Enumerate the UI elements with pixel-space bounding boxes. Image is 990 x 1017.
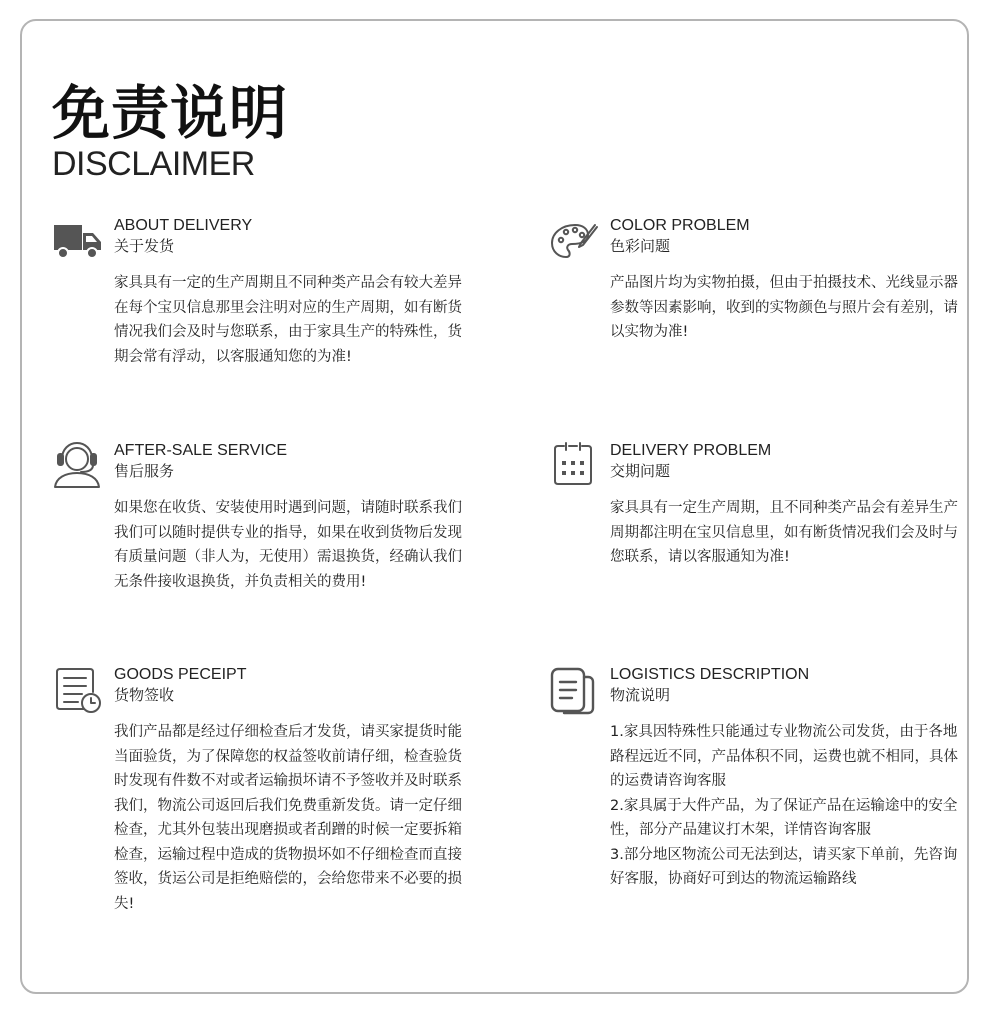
headset-icon (52, 441, 102, 491)
section-title-en: AFTER-SALE SERVICE (114, 442, 288, 459)
section-body (610, 720, 958, 892)
section-title-cn: 色彩问题 (610, 237, 671, 255)
section-body: 如果您在收货、安装使用时遇到问题，请随时联系我们我们可以随时提供专业的指导，如果在收到货物后发现有质量问题（非人为，无使用）需退换货，经确认我们无条件接收退换货，并负责相关的费用! (114, 500, 462, 590)
palette-icon (548, 216, 598, 266)
logistics-line-2: 2.家具属于大件产品，为了保证产品在运输途中的安全性，部分产品建议打木架，详情咨询客服 (610, 797, 958, 838)
document-icon (548, 665, 598, 715)
document-clock-icon (52, 665, 102, 715)
section-title-cn: 关于发货 (114, 237, 175, 255)
section-body: 我们产品都是经过仔细检查后才发货，请买家提货时能当面验货，为了保障您的权益签收前请仔细，检查验货时发现有件数不对或者运输损坏请不予签收并及时联系我们，物流公司返回后我们免费重新发货。请一定仔细检查，尤其外包装出现磨损或者刮蹭的时候一定要拆箱检查，运输过程中造成的货物损坏如不仔细检查而直接签收，货运公司是拒绝赔偿的，会给您带来不必要的损失! (114, 724, 462, 912)
section-body: 家具具有一定生产周期，且不同种类产品会有差异生产周期都注明在宝贝信息里，如有断货情况我们会及时与您联系，请以客服通知为准! (610, 500, 958, 565)
calendar-icon (548, 441, 598, 491)
page-subtitle: DISCLAIMER (52, 145, 255, 183)
section-title-en: DELIVERY PROBLEM (610, 442, 772, 459)
truck-icon (52, 216, 102, 266)
section-title-cn: 售后服务 (114, 462, 175, 480)
logistics-line-1: 1.家具因特殊性只能通过专业物流公司发货，由于各地路程远近不同，产品体积不同，运费也就不相同，具体的运费请咨询客服 (610, 724, 958, 789)
section-title-cn: 物流说明 (610, 686, 671, 704)
section-title-cn: 货物签收 (114, 686, 175, 704)
page-title: 免责说明 (52, 79, 289, 147)
section-body: 家具具有一定的生产周期且不同种类产品会有较大差异在每个宝贝信息那里会注明对应的生产周期，如有断货情况我们会及时与您联系，由于家具生产的特殊性，货期会常有浮动，以客服通知您的为准! (114, 275, 462, 365)
section-title-en: ABOUT DELIVERY (114, 217, 253, 234)
section-title-en: LOGISTICS DESCRIPTION (610, 666, 810, 683)
section-title-en: COLOR PROBLEM (610, 217, 750, 234)
section-title-en: GOODS PECEIPT (114, 666, 247, 683)
logistics-line-3: 3.部分地区物流公司无法到达，请买家下单前，先咨询好客服，协商好可到达的物流运输路线 (610, 846, 958, 887)
section-title-cn: 交期问题 (610, 462, 671, 480)
section-body: 产品图片均为实物拍摄，但由于拍摄技术、光线显示器参数等因素影响，收到的实物颜色与照片会有差别，请以实物为准! (610, 275, 958, 340)
